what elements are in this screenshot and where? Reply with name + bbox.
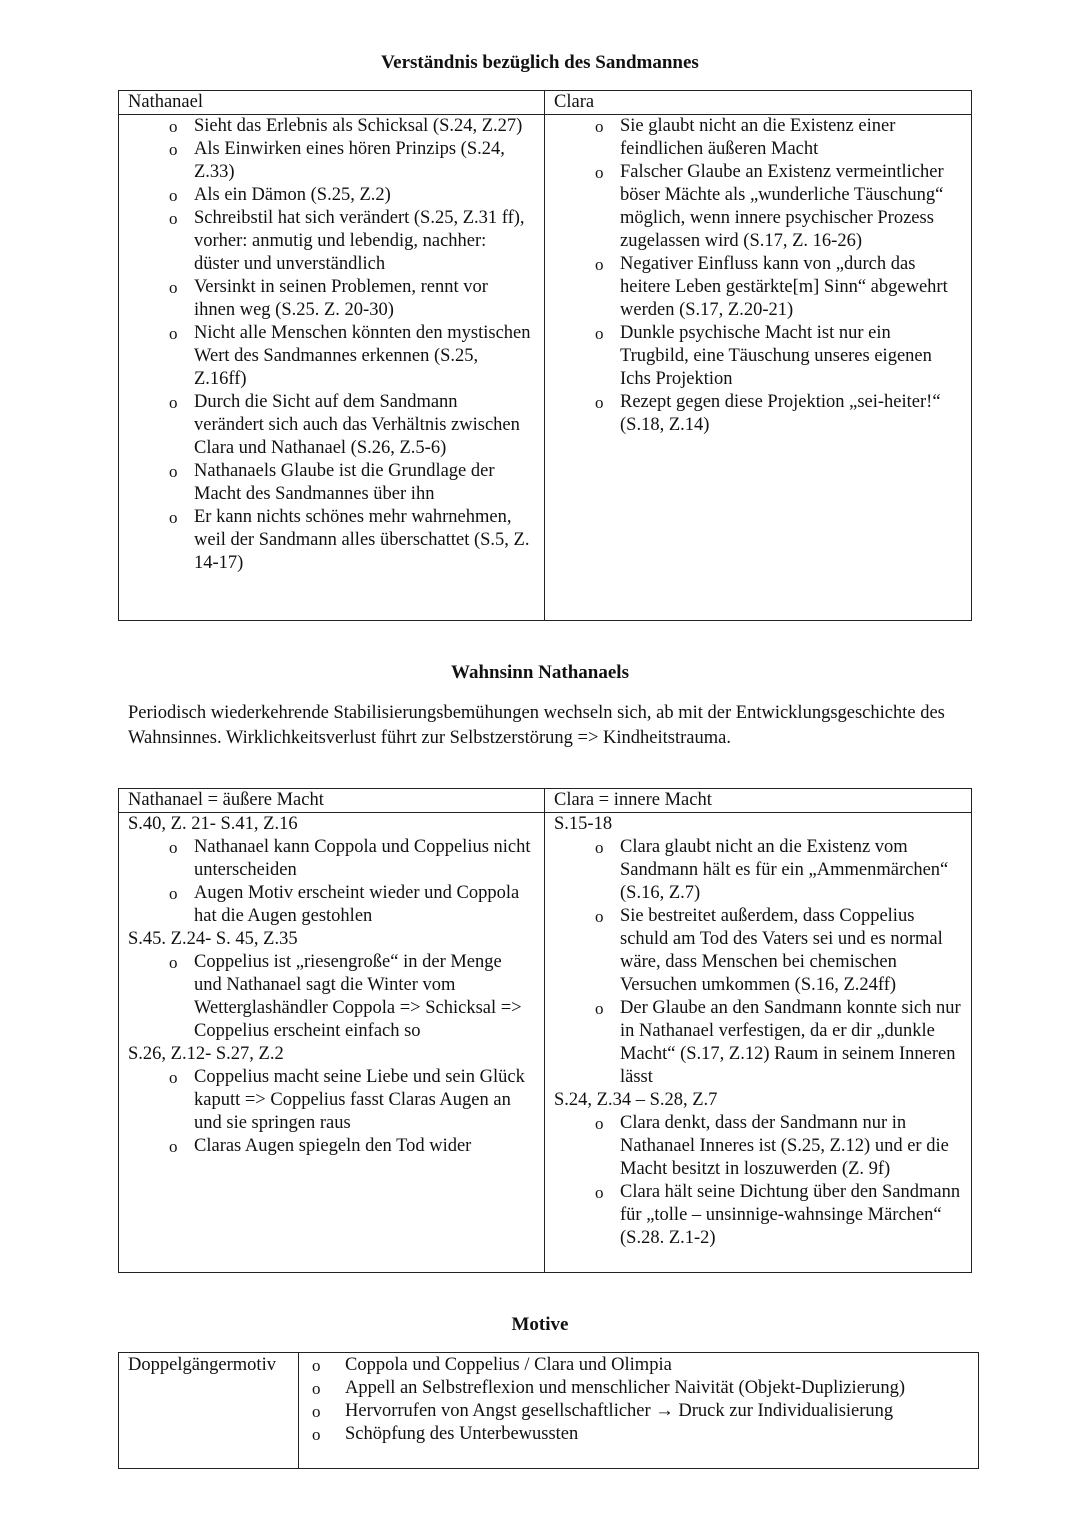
list-item: o Schreibstil hat sich verändert (S.25, Z.31 ff), vorher: anmutig und lebendig, nachher: düster und unverständlich: [128, 207, 532, 276]
list-item: o Clara hält seine Dichtung über den Sandmann für „tolle – unsinnige-wahnsinge Märchen“ (S.28. Z.1-2): [554, 1181, 963, 1250]
header-nathanael-outer-power: Nathanael = äußere Macht: [119, 789, 545, 813]
table-motive: [118, 1352, 979, 1469]
list-item: o Nathanaels Glaube ist die Grundlage der Macht des Sandmannes über ihn: [128, 460, 532, 506]
list-item: o Augen Motiv erscheint wieder und Coppola hat die Augen gestohlen: [128, 882, 532, 928]
reference-label: S.26, Z.12- S.27, Z.2: [128, 1044, 284, 1064]
reference-label: S.24, Z.34 – S.28, Z.7: [554, 1090, 718, 1110]
list-item: o Sieht das Erlebnis als Schicksal (S.24, Z.27): [128, 115, 532, 138]
list-item: o Durch die Sicht auf dem Sandmann verändert sich auch das Verhältnis zwischen Clara und Nathanael (S.26, Z.5-6): [128, 391, 532, 460]
header-clara-inner-power: Clara = innere Macht: [545, 789, 972, 813]
list-item: o Claras Augen spiegeln den Tod wider: [128, 1135, 532, 1158]
list-item: o Als Einwirken eines hören Prinzips (S.24, Z.33): [128, 138, 532, 184]
motive-label: Doppelgängermotiv: [119, 1353, 299, 1469]
list-item: o Appell an Selbstreflexion und menschlicher Naivität (Objekt-Duplizierung): [299, 1377, 978, 1400]
section-title-sandmann: Verständnis bezüglich des Sandmannes: [381, 52, 699, 73]
header-clara: Clara: [545, 91, 972, 115]
reference-label: S.40, Z. 21- S.41, Z.16: [128, 814, 298, 834]
list-item: o Sie glaubt nicht an die Existenz einer feindlichen äußeren Macht: [554, 115, 963, 161]
list-item: o Clara denkt, dass der Sandmann nur in Nathanael Inneres ist (S.25, Z.12) und er die Macht besitzt in loszuwerden (Z. 9f): [554, 1112, 963, 1181]
intro-paragraph: Periodisch wiederkehrende Stabilisierungsbemühungen wechseln sich, ab mit der Entwicklungsgeschichte des Wahnsinnes. Wirklichkeitsverlust führt zur Selbstzerstörung => Kindheitstrauma.: [128, 703, 945, 748]
nathanael-list: [128, 115, 544, 575]
section-title-wahnsinn: Wahnsinn Nathanaels: [451, 662, 629, 683]
list-item: o Clara glaubt nicht an die Existenz vom Sandmann hält es für ein „Ammenmärchen“ (S.16, Z.7): [554, 836, 963, 905]
table-understanding: [118, 90, 972, 621]
list-item: o Coppola und Coppelius / Clara und Olimpia: [299, 1354, 978, 1377]
list-item: o Coppelius macht seine Liebe und sein Glück kaputt => Coppelius fasst Claras Augen an und sie springen raus: [128, 1066, 532, 1135]
list-item: o Rezept gegen diese Projektion „sei-heiter!“ (S.18, Z.14): [554, 391, 963, 437]
list-item: o Nathanael kann Coppola und Coppelius nicht unterscheiden: [128, 836, 532, 882]
list-item: o Er kann nichts schönes mehr wahrnehmen, weil der Sandmann alles überschattet (S.5, Z. 14-17): [128, 506, 532, 575]
list-item: o Als ein Dämon (S.25, Z.2): [128, 184, 532, 207]
table-madness: [118, 788, 972, 1273]
list-item: o Sie bestreitet außerdem, dass Coppelius schuld am Tod des Vaters sei und es normal wäre, dass Menschen bei chemischen Versuchen umkommen (S.16, Z.24ff): [554, 905, 963, 997]
list-item: o Nicht alle Menschen könnten den mystischen Wert des Sandmannes erkennen (S.25, Z.16ff): [128, 322, 532, 391]
list-item: o Versinkt in seinen Problemen, rennt vor ihnen weg (S.25. Z. 20-30): [128, 276, 532, 322]
reference-label: S.15-18: [554, 814, 613, 834]
motive-list: [299, 1354, 978, 1446]
section-title-motive: Motive: [511, 1314, 569, 1335]
list-item: o Der Glaube an den Sandmann konnte sich nur in Nathanael verfestigen, da er dir „dunkle Macht“ (S.17, Z.12) Raum in seinem Inneren lässt: [554, 997, 963, 1089]
header-nathanael: Nathanael: [119, 91, 545, 115]
list-item: o Hervorrufen von Angst gesellschaftlicher → Druck zur Individualisierung: [299, 1400, 978, 1423]
list-item: o Dunkle psychische Macht ist nur ein Trugbild, eine Täuschung unseres eigenen Ichs Projektion: [554, 322, 963, 391]
reference-label: S.45. Z.24- S. 45, Z.35: [128, 929, 298, 949]
list-item: o Negativer Einfluss kann von „durch das heitere Leben gestärkte[m] Sinn“ abgewehrt werden (S.17, Z.20-21): [554, 253, 963, 322]
clara-list: [554, 115, 971, 437]
list-item: o Falscher Glaube an Existenz vermeintlicher böser Mächte als „wunderliche Täuschung“ möglich, wenn innere psychischer Prozess zugelassen wird (S.17, Z. 16-26): [554, 161, 963, 253]
list-item: o Coppelius ist „riesengroße“ in der Menge und Nathanael sagt die Winter vom Wetterglashändler Coppola => Schicksal => Coppelius erscheint einfach so: [128, 951, 532, 1043]
list-item: o Schöpfung des Unterbewussten: [299, 1423, 978, 1446]
